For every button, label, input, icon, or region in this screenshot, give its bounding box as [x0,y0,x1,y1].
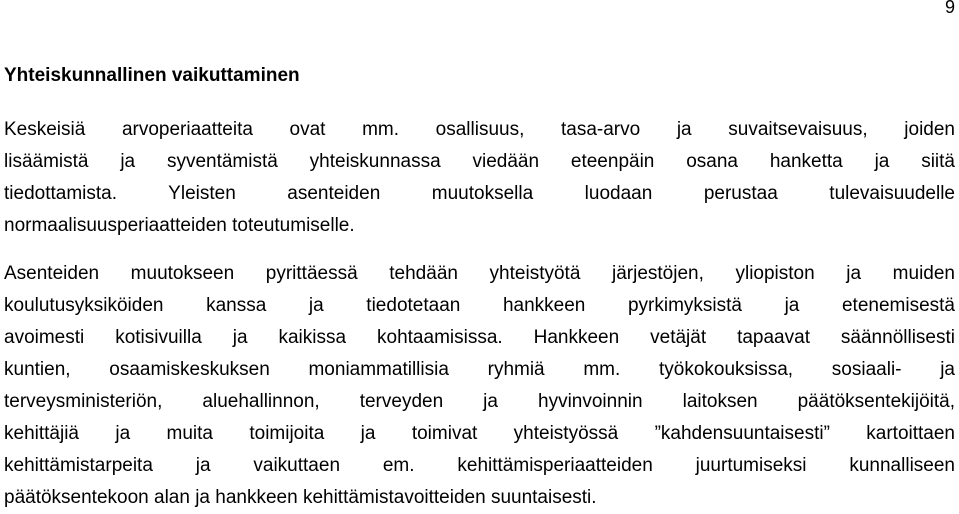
paragraph-cooperation [4,258,955,514]
paragraph-line: päätöksentekoon alan ja hankkeen kehittämistavoitteiden suuntaisesti. [4,487,597,508]
paragraph-line: Asenteiden muutokseen pyrittäessä tehdään yhteistyötä järjestöjen, yliopiston ja muiden [4,263,955,284]
page-number: 9 [944,0,955,17]
paragraph-line: tiedottamista. Yleisten asenteiden muutoksella luodaan perustaa tulevaisuudelle [4,183,955,204]
paragraph-line: lisäämistä ja syventämistä yhteiskunnassa viedään eteenpäin osana hanketta ja siitä [4,151,955,172]
paragraph-line: kehittäjiä ja muita toimijoita ja toimivat yhteistyössä ”kahdensuuntaisesti” kartoittaen [4,423,955,444]
paragraph-line: terveysministeriön, aluehallinnon, terveyden ja hyvinvoinnin laitoksen päätöksentekijöitä, [4,391,955,412]
paragraph-line: kuntien, osaamiskeskuksen moniammatillisia ryhmiä mm. työkokouksissa, sosiaali- ja [4,359,955,380]
section-heading: Yhteiskunnallinen vaikuttaminen [4,65,300,86]
paragraph-line: Keskeisiä arvoperiaatteita ovat mm. osallisuus, tasa-arvo ja suvaitsevaisuus, joiden [4,119,955,140]
paragraph-line: kehittämistarpeita ja vaikuttaen em. kehittämisperiaatteiden juurtumiseksi kunnalliseen [4,455,955,476]
paragraph-line: avoimesti kotisivuilla ja kaikissa kohtaamisissa. Hankkeen vetäjät tapaavat säännöllisesti [4,327,955,348]
paragraph-values [4,114,955,242]
paragraph-line: normaalisuusperiaatteiden toteutumiselle. [4,215,355,236]
paragraph-line: koulutusyksiköiden kanssa ja tiedotetaan hankkeen pyrkimyksistä ja etenemisestä [4,295,955,316]
